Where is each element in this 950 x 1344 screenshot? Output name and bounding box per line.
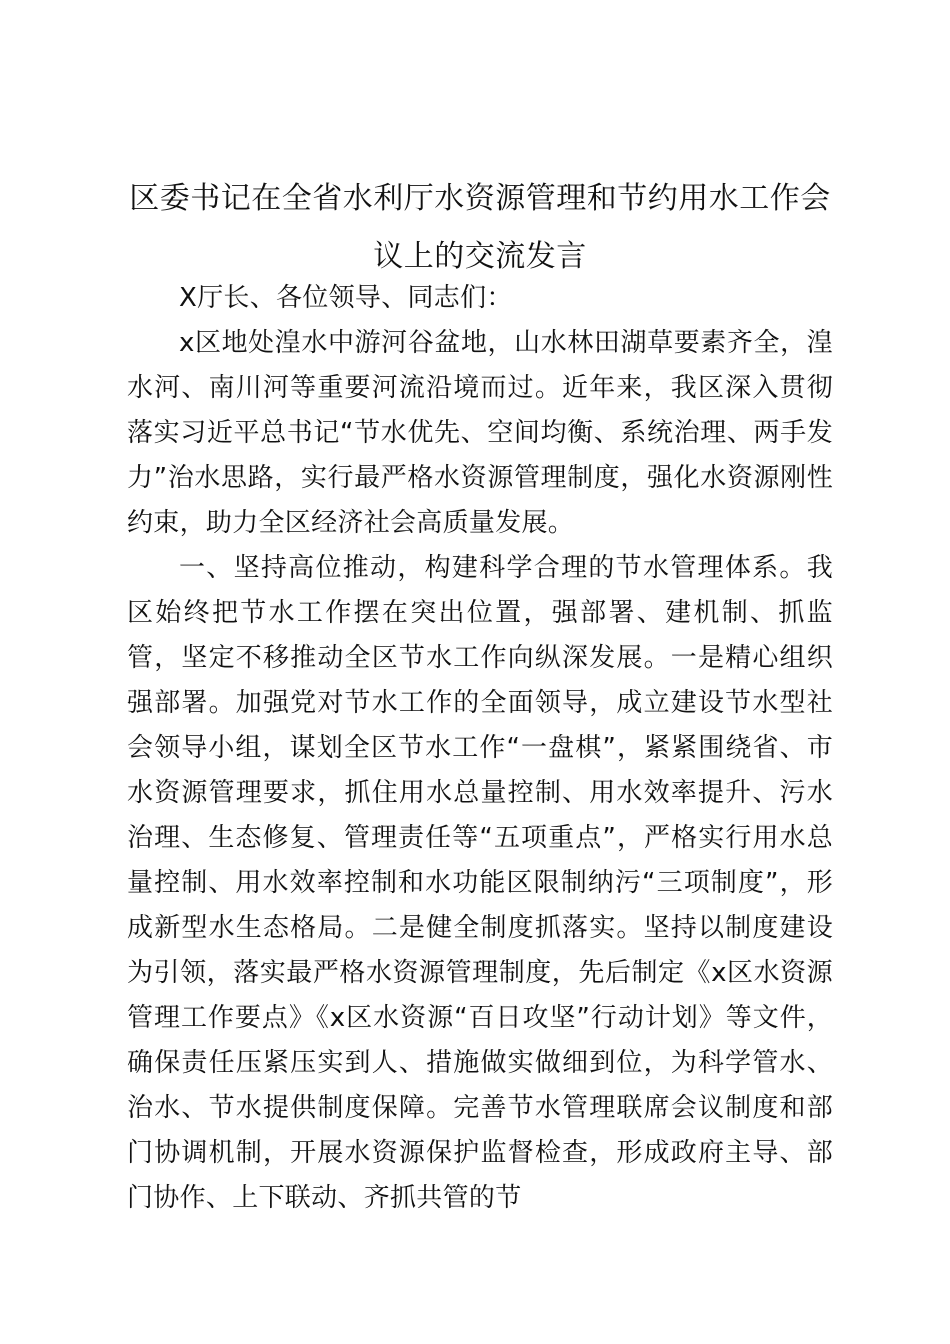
paragraph-section-one: 一、坚持高位推动，构建科学合理的节水管理体系。我区始终把节水工作摆在突出位置，强部署、建机制、抓监管，坚定不移推动全区节水工作向纵深发展。一是精心组织强部署。加强党对节水工作的全面领导，成立建设节水型社会领导小组，谋划全区节水工作“一盘棋”，紧紧围绕省、市水资源管理要求，抓住用水总量控制、用水效率提升、污水治理、生态修复、管理责任等“五项重点”，严格实行用水总量控制、用水效率控制和水功能区限制纳污“三项制度”，形成新型水生态格局。二是健全制度抓落实。坚持以制度建设为引领，落实最严格水资源管理制度，先后制定《x区水资源管理工作要点》《x区水资源“百日攻坚”行动计划》等文件，确保责任压紧压实到人、措施做实做细到位，为科学管水、治水、节水提供制度保障。完善节水管理联席会议制度和部门协调机制，开展水资源保护监督检查，形成政府主导、部门协作、上下联动、齐抓共管的节 bbox=[127, 553, 833, 1213]
document-title: 区委书记在全省水利厅水资源管理和节约用水工作会议上的交流发言 bbox=[129, 181, 831, 274]
document-body bbox=[127, 276, 833, 1221]
salutation: X厅长、各位领导、同志们： bbox=[179, 283, 513, 313]
paragraph-intro: x区地处湟水中游河谷盆地，山水林田湖草要素齐全，湟水河、南川河等重要河流沿境而过。近年来，我区深入贯彻落实习近平总书记“节水优先、空间均衡、系统治理、两手发力”治水思路，实行最严格水资源管理制度，强化水资源刚性约束，助力全区经济社会高质量发展。 bbox=[127, 328, 833, 538]
